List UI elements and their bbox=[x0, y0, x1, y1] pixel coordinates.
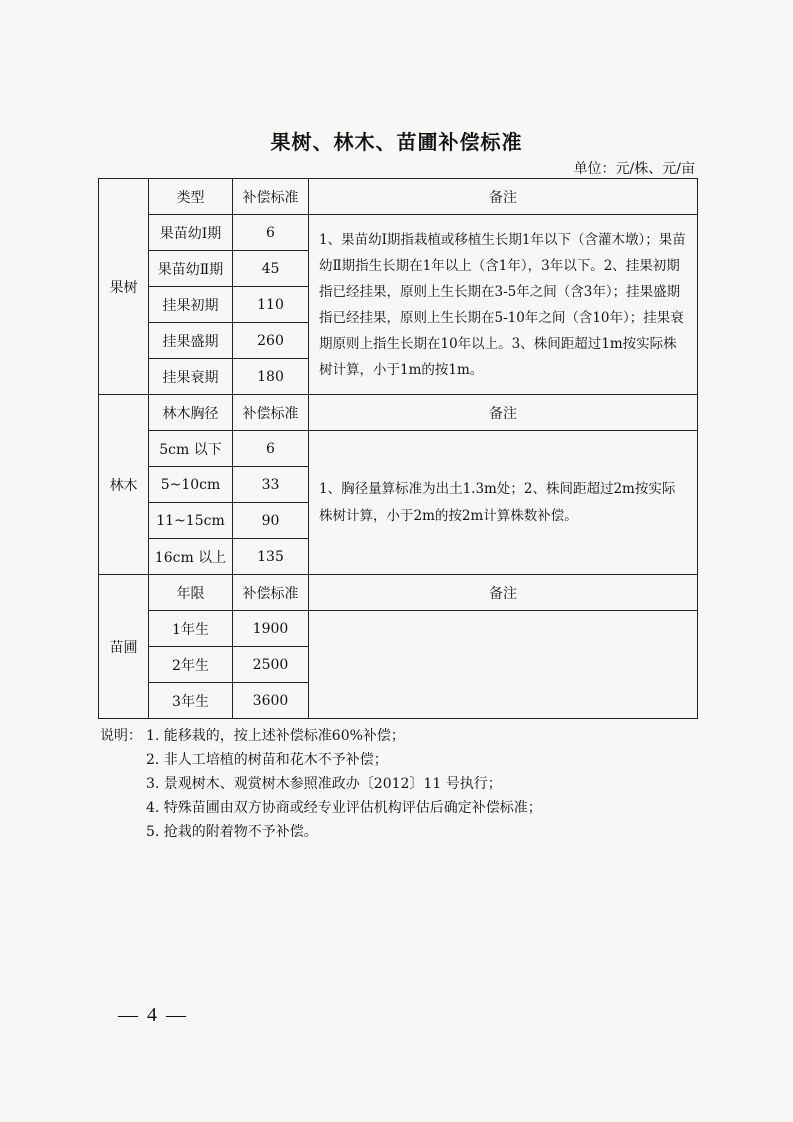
table-row bbox=[99, 611, 698, 647]
row-type: 16cm 以上 bbox=[149, 539, 233, 575]
row-value: 3600 bbox=[233, 683, 309, 719]
table-row bbox=[99, 215, 698, 251]
explanation-item bbox=[100, 724, 542, 748]
header-standard: 补偿标准 bbox=[233, 575, 309, 611]
explanation-text: 2. 非人工培植的树苗和花木不予补偿； bbox=[146, 752, 388, 768]
row-type: 11~15cm bbox=[149, 503, 233, 539]
row-type: 果苗幼Ⅰ期 bbox=[149, 215, 233, 251]
row-value: 110 bbox=[233, 287, 309, 323]
nursery-header-row bbox=[99, 575, 698, 611]
row-value: 1900 bbox=[233, 611, 309, 647]
row-value: 260 bbox=[233, 323, 309, 359]
explanation-label: 说明： bbox=[100, 728, 142, 744]
row-value: 2500 bbox=[233, 647, 309, 683]
row-value: 6 bbox=[233, 431, 309, 467]
header-note: 备注 bbox=[309, 179, 698, 215]
row-type: 2年生 bbox=[149, 647, 233, 683]
category-forest: 林木 bbox=[99, 395, 149, 575]
explanation-item bbox=[100, 772, 542, 796]
explanation-text: 3. 景观树木、观赏树木参照准政办〔2012〕11 号执行； bbox=[146, 776, 502, 792]
row-value: 135 bbox=[233, 539, 309, 575]
row-value: 33 bbox=[233, 467, 309, 503]
fruit-header-row bbox=[99, 179, 698, 215]
row-value: 90 bbox=[233, 503, 309, 539]
compensation-table bbox=[98, 178, 698, 719]
table-row bbox=[99, 431, 698, 467]
row-type: 5cm 以下 bbox=[149, 431, 233, 467]
explanation-item bbox=[100, 748, 542, 772]
forest-header-row bbox=[99, 395, 698, 431]
category-nursery: 苗圃 bbox=[99, 575, 149, 719]
header-standard: 补偿标准 bbox=[233, 179, 309, 215]
explanation-text: 5. 抢栽的附着物不予补偿。 bbox=[146, 824, 318, 840]
page-title: 果树、林木、苗圃补偿标准 bbox=[270, 130, 523, 154]
header-note: 备注 bbox=[309, 395, 698, 431]
header-standard: 补偿标准 bbox=[233, 395, 309, 431]
row-type: 挂果初期 bbox=[149, 287, 233, 323]
row-value: 6 bbox=[233, 215, 309, 251]
explanation-item bbox=[100, 796, 542, 820]
row-type: 5~10cm bbox=[149, 467, 233, 503]
explanation-text: 4. 特殊苗圃由双方协商或经专业评估机构评估后确定补偿标准； bbox=[146, 800, 542, 816]
row-type: 1年生 bbox=[149, 611, 233, 647]
explanation-item bbox=[100, 820, 542, 844]
header-type: 类型 bbox=[149, 179, 233, 215]
row-type: 3年生 bbox=[149, 683, 233, 719]
row-value: 180 bbox=[233, 359, 309, 395]
page-number: — 4 — bbox=[118, 1004, 188, 1026]
unit-label: 单位：元/株、元/亩 bbox=[573, 161, 695, 177]
row-type: 果苗幼Ⅱ期 bbox=[149, 251, 233, 287]
row-type: 挂果盛期 bbox=[149, 323, 233, 359]
forest-note: 1、胸径量算标准为出土1.3m处；2、株间距超过2m按实际株树计算，小于2m的按2m计算株数补偿。 bbox=[309, 431, 698, 575]
fruit-note: 1、果苗幼Ⅰ期指栽植或移植生长期1年以下（含灌木墩）；果苗幼Ⅱ期指生长期在1年以上（含1年），3年以下。2、挂果初期指已经挂果，原则上生长期在3-5年之间（含3年）；挂果盛期指已经挂果，原则上生长期在5-10年之间（含10年）；挂果衰期原则上指生长期在10年以上。3、株间距超过1m按实际株树计算，小于1m的按1m。 bbox=[309, 215, 698, 395]
nursery-note bbox=[309, 611, 698, 719]
category-fruit: 果树 bbox=[99, 179, 149, 395]
explanation-notes bbox=[100, 724, 542, 844]
row-value: 45 bbox=[233, 251, 309, 287]
header-note: 备注 bbox=[309, 575, 698, 611]
row-type: 挂果衰期 bbox=[149, 359, 233, 395]
header-diameter: 林木胸径 bbox=[149, 395, 233, 431]
explanation-text: 1. 能移栽的，按上述补偿标准60%补偿； bbox=[146, 728, 405, 744]
header-years: 年限 bbox=[149, 575, 233, 611]
